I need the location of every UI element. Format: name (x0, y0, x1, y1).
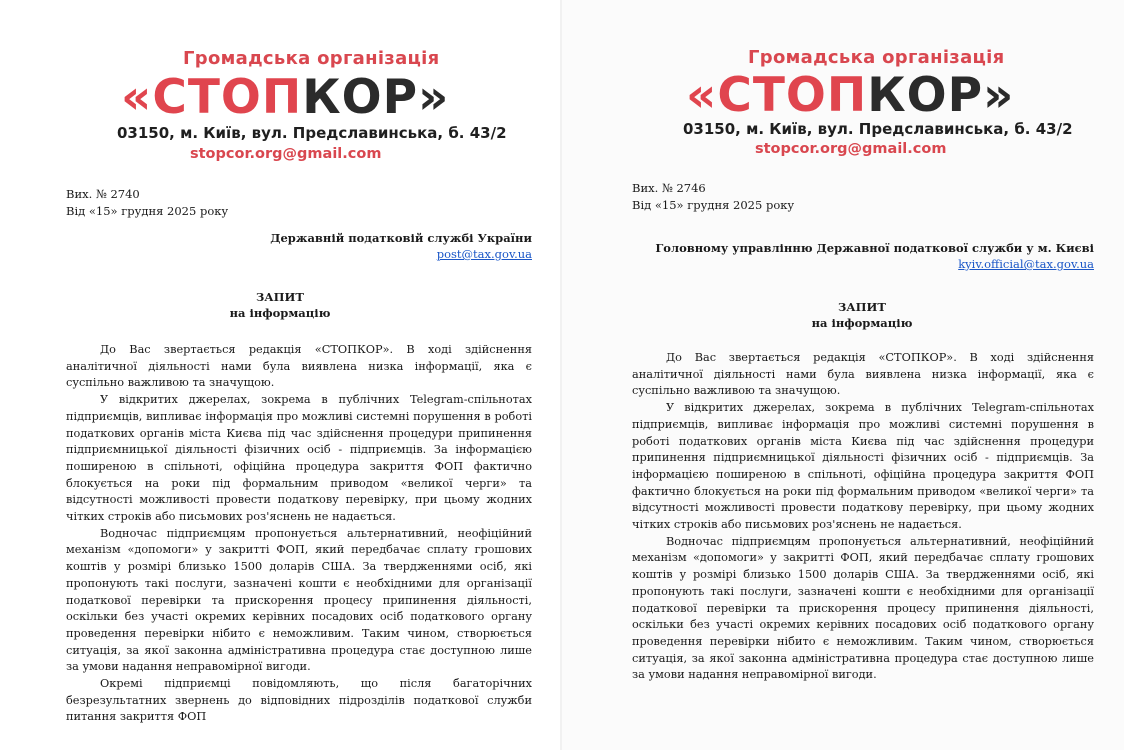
body-paragraph: Водночас підприємцям пропонується альтернативний, неофіційний механізм «допомоги» у закритті ФОП, який передбачає сплату грошових коштів у розмірі близько 1500 доларів США. За твердженнями осіб, які пропонують такі послуги, зазначені кошти є необхідними для організації податкової перевірки та прискорення процесу припинення діяльності, оскільки без участі окремих керівних посадових осіб податкового органу проведення перевірки нібито є неможливим. Таким чином, створюється ситуація, за якої законна адміністративна процедура стає доступною лише за умови надання неправомірної вигоди. (632, 534, 1094, 682)
stopkor-logo (121, 70, 450, 125)
logo-dark-part: КОР» (867, 68, 1015, 123)
org-address: 03150, м. Київ, вул. Предславинська, б. 43/2 (683, 120, 1073, 138)
recipient-email-link[interactable]: post@tax.gov.ua (436, 247, 532, 261)
logo-red-part: «СТОП (686, 68, 868, 123)
body-paragraph: У відкритих джерелах, зокрема в публічних Telegram-спільнотах підприємців, випливає інформація про можливі системні порушення в роботі податкових органів міста Києва під час здійснення процедури припинення підприємницької діяльності фізичних осіб - підприємців. За інформацією поширеною в спільноті, офіційна процедура закриття ФОП фактично блокується на роки під формальним приводом «великої черги» та відсутності можливості провести податкову перевірку, при цьому жодних чітких строків або письмових роз'яснень не надається. (66, 393, 532, 524)
recipient-email-link[interactable]: kyiv.official@tax.gov.ua (958, 257, 1094, 271)
org-address: 03150, м. Київ, вул. Предславинська, б. 43/2 (117, 124, 507, 142)
title-subtitle: на інформацію (229, 306, 331, 320)
letter-meta (632, 180, 794, 214)
left-document-page (0, 0, 560, 750)
body-paragraph: Окремі підприємці повідомляють, що після багаторічних безрезультатних звернень до відповідних підрозділів податкової служби питання закриття ФОП (66, 677, 532, 724)
letter-body (66, 342, 532, 726)
outgoing-number: Вих. № 2746 (632, 181, 706, 195)
body-paragraph: До Вас звертається редакція «СТОПКОР». В ході здійснення аналітичної діяльності нами була виявлена низка інформації, яка є суспільно важливою та значущою. (66, 343, 532, 390)
org-email: stopcor.org@gmail.com (190, 146, 382, 162)
letter-date: Від «15» грудня 2025 року (632, 198, 795, 212)
document-title (0, 289, 560, 321)
letter-body (632, 350, 1094, 684)
body-paragraph: Водночас підприємцям пропонується альтернативний, неофіційний механізм «допомоги» у закритті ФОП, який передбачає сплату грошових коштів у розмірі близько 1500 доларів США. За твердженнями осіб, які пропонують такі послуги, зазначені кошти є необхідними для організації податкової перевірки та прискорення процесу припинення діяльності, оскільки без участі окремих керівних посадових осіб податкового органу проведення перевірки нібито є неможливим. Таким чином, створюється ситуація, за якої законна адміністративна процедура стає доступною лише за умови надання неправомірної вигоди. (66, 526, 532, 674)
right-document-page (562, 0, 1124, 750)
recipient-block (270, 230, 532, 262)
logo-dark-part: КОР» (302, 70, 450, 125)
outgoing-number: Вих. № 2740 (66, 187, 140, 201)
org-type-label: Громадська організація (183, 48, 440, 69)
org-type-label: Громадська організація (748, 47, 1005, 68)
body-paragraph: У відкритих джерелах, зокрема в публічних Telegram-спільнотах підприємців, випливає інформація про можливі системні порушення в роботі податкових органів міста Києва під час здійснення процедури припинення підприємницької діяльності фізичних осіб - підприємців. За інформацією поширеною в спільноті, офіційна процедура закриття ФОП фактично блокується на роки під формальним приводом «великої черги» та відсутності можливості провести податкову перевірку, при цьому жодних чітких строків або письмових роз'яснень не надається. (632, 401, 1094, 532)
letter-meta (66, 186, 228, 220)
title-subtitle: на інформацію (811, 316, 913, 330)
title-request: ЗАПИТ (256, 290, 304, 304)
title-request: ЗАПИТ (838, 300, 886, 314)
document-title (562, 299, 1124, 331)
recipient-block (655, 240, 1094, 272)
stopkor-logo (686, 68, 1015, 123)
body-paragraph: До Вас звертається редакція «СТОПКОР». В ході здійснення аналітичної діяльності нами була виявлена низка інформації, яка є суспільно важливою та значущою. (632, 351, 1094, 398)
recipient-name: Державній податковій службі України (270, 231, 532, 245)
recipient-name: Головному управлінню Державної податкової служби у м. Києві (655, 241, 1094, 255)
org-email: stopcor.org@gmail.com (755, 141, 947, 157)
letter-date: Від «15» грудня 2025 року (66, 204, 229, 218)
logo-red-part: «СТОП (121, 70, 303, 125)
